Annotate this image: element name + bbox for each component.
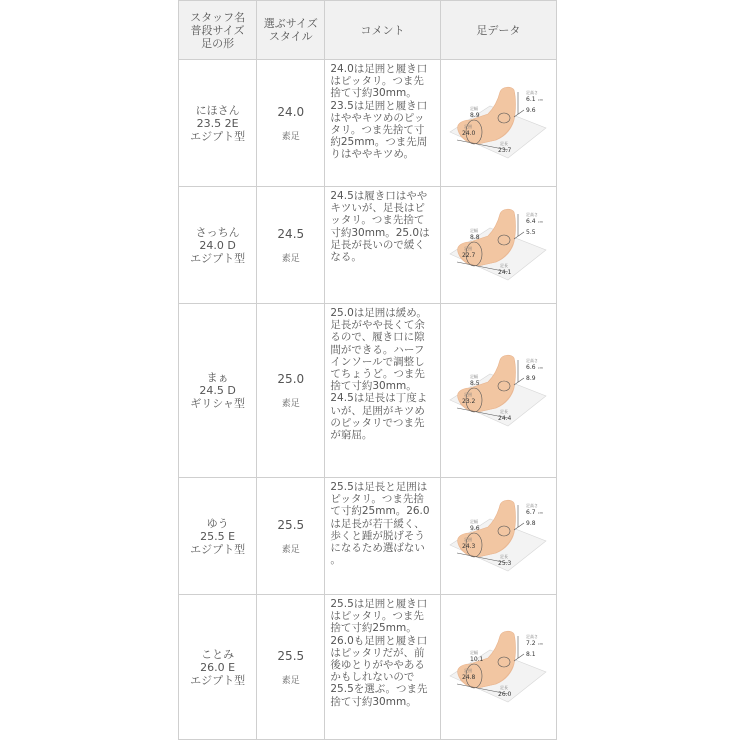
width-value: 8.8 (470, 234, 480, 241)
length-value: 26.0 (498, 691, 512, 698)
instep-value: 6.6 (526, 363, 536, 371)
instep-value: 6.7 (526, 509, 536, 516)
foot-shape: エジプト型 (190, 129, 246, 143)
comment-line: てちょうど。つま先 (330, 368, 425, 381)
comment-line: るので、履き口に隙 (330, 331, 425, 344)
instep-value: 7.2 (526, 640, 536, 647)
staff-name: ゆう (206, 516, 229, 530)
chosen-size: 24.0 (277, 104, 305, 119)
girth-label: 足囲 (464, 391, 473, 397)
usual-size: 25.5 E (200, 529, 236, 543)
style: 素足 (281, 253, 300, 264)
comment-line: 足長が長いので緩く (330, 238, 425, 251)
comment-line: になるため選ばない (330, 542, 425, 555)
header-staff: スタッフ名 普段サイズ 足の形 (179, 1, 257, 60)
staff-cell (179, 595, 257, 740)
comment-line: 25.0は足囲は緩め。 (330, 307, 427, 319)
comment-line: は足長が若干緩く、 (330, 517, 425, 530)
girth-label: 足囲 (464, 124, 473, 129)
size-cell (257, 595, 325, 740)
foot-data-cell (440, 187, 556, 304)
comment-cell (325, 187, 440, 304)
instep-label: 足高さ (526, 634, 539, 639)
comment-line: インソールで調整し (330, 355, 425, 368)
girth-value: 23.2 (462, 397, 476, 405)
foot-data-cell (440, 60, 556, 187)
comment-line: はピッタリだが、前 (330, 646, 425, 659)
style: 素足 (281, 399, 300, 409)
table-row (179, 478, 557, 595)
length-label: 足長 (500, 408, 509, 414)
comment-line: りはややキツめ。 (330, 148, 414, 161)
header-foot-data: 足データ (440, 1, 556, 60)
girth-label: 足囲 (464, 537, 473, 542)
comment-line: 捨て寸約30mm。 (330, 380, 417, 393)
style: 素足 (281, 131, 300, 142)
comment-line: 約25mm。つま先周 (330, 136, 428, 149)
width-value: 9.6 (470, 525, 480, 532)
comment-line: 24.0は足囲と履き口 (330, 63, 428, 75)
comment-line: のピッタリでつま先 (330, 416, 425, 429)
instep-label: 足高さ (526, 357, 539, 363)
table-row (179, 187, 557, 304)
comment-line: 25.5は足囲と履き口 (330, 598, 428, 610)
instep-label: 足高さ (526, 503, 539, 508)
foot-shape: エジプト型 (190, 251, 246, 265)
length-value: 25.3 (498, 560, 512, 567)
table-row (179, 595, 557, 740)
heel-value: 9.6 (526, 107, 536, 114)
foot-data-cell (440, 595, 556, 740)
comment-line: 26.0も足囲と履き口 (330, 634, 428, 647)
comment-line: 足長がやや長くて余 (330, 319, 425, 332)
girth-label: 足囲 (464, 668, 473, 673)
comment-line: が窮屈。 (330, 429, 373, 442)
foot-data-cell (440, 478, 556, 595)
heel-value: 8.1 (526, 651, 536, 658)
header-row (179, 1, 557, 60)
heel-value: 9.8 (526, 520, 536, 527)
style: 素足 (281, 675, 300, 686)
comment-line: かもしれないので (330, 671, 415, 684)
staff-name: さっちん (195, 225, 240, 239)
size-cell (257, 304, 325, 478)
staff-size-table (178, 0, 557, 740)
header-size: 選ぶサイズ スタイル (257, 1, 325, 60)
comment-line: 後ゆとりがややある (330, 659, 425, 672)
comment-line: いが、足囲がキツめ (330, 404, 425, 417)
usual-size: 23.5 2E (196, 116, 239, 130)
header-comment: コメント (325, 1, 440, 60)
size-cell (257, 187, 325, 304)
comment-line: 25.5を選ぶ。つま先 (330, 683, 428, 696)
comment-line: なる。 (330, 251, 362, 264)
staff-name: ことみ (201, 647, 235, 661)
length-value: 24.1 (498, 269, 512, 276)
chosen-size: 25.5 (277, 517, 305, 532)
comment-line: 捨て寸約30mm。 (330, 87, 417, 100)
comment-line: 23.5は足囲と履き口 (330, 99, 428, 112)
staff-cell (179, 60, 257, 187)
instep-label: 足高さ (526, 212, 539, 217)
heel-value: 5.5 (526, 229, 536, 236)
comment-line: 歩くと踵が脱げそう (330, 529, 425, 542)
foot-data-cell (440, 304, 556, 478)
staff-cell (179, 478, 257, 595)
comment-line: 。 (330, 554, 341, 567)
chosen-size: 25.5 (277, 648, 305, 663)
comment-line: 24.5は履き口はやや (330, 190, 428, 202)
comment-line: 捨て寸約25mm。 (330, 622, 417, 635)
comment-line: はピッタリ。つま先 (330, 610, 424, 623)
foot-illustration (448, 352, 548, 430)
foot-shape: エジプト型 (190, 542, 246, 556)
usual-size: 24.5 D (199, 384, 236, 397)
length-label: 足長 (500, 263, 509, 268)
staff-cell (179, 304, 257, 478)
comment-line: 捨て寸約30mm。 (330, 695, 417, 708)
comment-cell (325, 304, 440, 478)
instep-unit: cm (538, 511, 544, 515)
chosen-size: 24.5 (277, 226, 305, 241)
foot-illustration (448, 206, 548, 284)
instep-unit: cm (538, 365, 544, 370)
comment-cell (325, 60, 440, 187)
comment-line: タリ。つま先捨て寸 (330, 124, 425, 137)
girth-value: 24.8 (462, 674, 476, 681)
size-cell (257, 478, 325, 595)
foot-illustration (448, 628, 548, 706)
staff-name: まぁ (206, 371, 229, 384)
comment-line: はややキツめのピッ (330, 111, 425, 124)
length-label: 足長 (500, 141, 509, 146)
foot-illustration (448, 497, 548, 575)
size-cell (257, 60, 325, 187)
comment-line: ッタリ。つま先捨て (330, 214, 425, 227)
width-value: 10.1 (470, 656, 484, 663)
comment-line: 間ができる。ハーフ (330, 343, 425, 356)
foot-shape: エジプト型 (190, 673, 246, 687)
comment-cell (325, 478, 440, 595)
instep-unit: cm (538, 220, 544, 224)
usual-size: 26.0 E (200, 660, 236, 674)
girth-value: 24.0 (462, 130, 476, 137)
length-label: 足長 (500, 554, 509, 559)
style: 素足 (281, 544, 300, 555)
length-value: 23.7 (498, 147, 512, 154)
comment-line: 25.5は足長と足囲は (330, 481, 428, 493)
comment-cell (325, 595, 440, 740)
comment-line: て寸約25mm。26.0 (330, 505, 430, 518)
width-label: 足幅 (470, 650, 479, 655)
instep-value: 6.1 (526, 96, 536, 103)
heel-value: 8.9 (526, 374, 536, 382)
table-row (179, 304, 557, 478)
length-label: 足長 (500, 685, 509, 690)
girth-value: 22.7 (462, 252, 476, 259)
width-label: 足幅 (470, 519, 479, 524)
comment-line: はピッタリ。つま先 (330, 75, 424, 88)
girth-value: 24.3 (462, 543, 476, 550)
instep-unit: cm (538, 98, 544, 102)
comment-line: 寸約30mm。25.0は (330, 226, 430, 239)
instep-value: 6.4 (526, 218, 536, 225)
staff-cell (179, 187, 257, 304)
length-value: 24.4 (498, 414, 512, 422)
foot-illustration (448, 84, 548, 162)
usual-size: 24.0 D (199, 238, 236, 252)
width-value: 8.5 (470, 379, 480, 387)
width-label: 足幅 (470, 228, 479, 233)
staff-name: にほさん (195, 103, 240, 117)
width-value: 8.9 (470, 112, 480, 119)
chosen-size: 25.0 (277, 372, 305, 386)
width-label: 足幅 (470, 106, 479, 111)
comment-line: 24.5は足長は丁度よ (330, 392, 428, 405)
girth-label: 足囲 (464, 246, 473, 251)
foot-shape: ギリシャ型 (190, 397, 245, 410)
width-label: 足幅 (470, 373, 479, 379)
table-row (179, 60, 557, 187)
instep-unit: cm (538, 642, 544, 646)
comment-line: キツいが、足長はピ (330, 202, 425, 215)
instep-label: 足高さ (526, 90, 539, 95)
comment-line: ピッタリ。つま先捨 (330, 493, 424, 506)
